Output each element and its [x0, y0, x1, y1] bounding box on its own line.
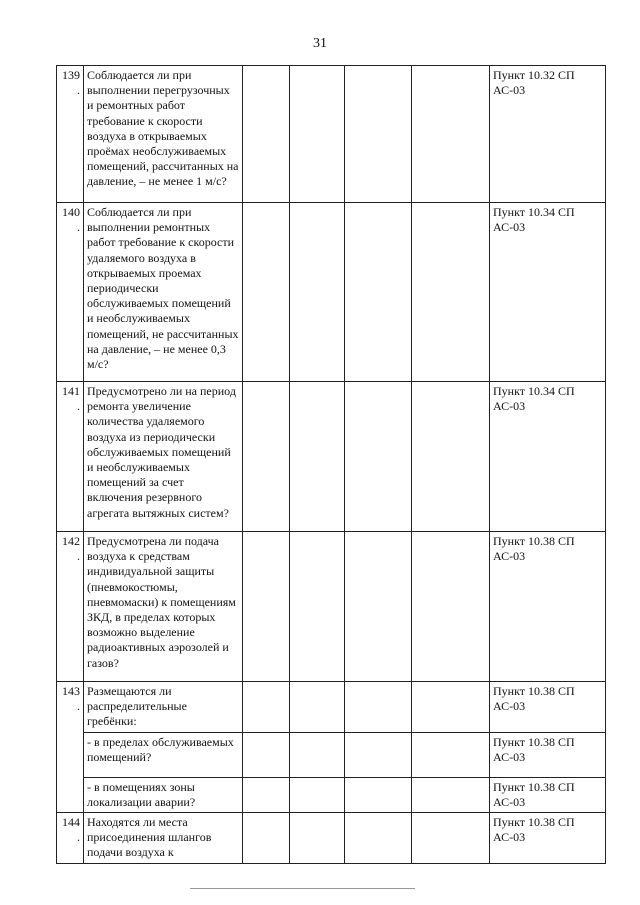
blank-cell — [290, 203, 345, 382]
blank-cell — [345, 203, 412, 382]
blank-cell — [290, 66, 345, 203]
blank-cell — [345, 777, 412, 812]
row-number: 144. — [57, 813, 84, 864]
row-number: 143. — [57, 682, 84, 813]
reference-text: Пункт 10.34 СП АС-03 — [490, 203, 606, 382]
table-row — [57, 532, 606, 682]
blank-cell — [243, 532, 290, 682]
blank-cell — [243, 203, 290, 382]
question-text: Предусмотрено ли на период ремонта увеличение количества удаляемого воздуха из периодически обслуживаемых помещений и необслуживаемых помещений за счет включения резервного агрегата вытяжных систем? — [84, 382, 243, 532]
question-text: Соблюдается ли при выполнении перегрузочных и ремонтных работ требование к скорости воздуха в открываемых проёмах необслуживаемых помещений, рассчитанных на давление, – не менее 1 м/с? — [84, 66, 243, 203]
table-row — [57, 813, 606, 864]
row-number: 140. — [57, 203, 84, 382]
checklist-table — [56, 65, 606, 864]
blank-cell — [290, 682, 345, 733]
blank-cell — [412, 777, 490, 812]
blank-cell — [412, 732, 490, 777]
table-row — [57, 382, 606, 532]
question-text: Предусмотрена ли подача воздуха к средствам индивидуальной защиты (пневмокостюмы, пневмомаски) к помещениям ЗКД, в пределах которых возможно выделение радиоактивных аэрозолей и газов? — [84, 532, 243, 682]
row-number: 139. — [57, 66, 84, 203]
blank-cell — [290, 813, 345, 864]
blank-cell — [412, 813, 490, 864]
blank-cell — [345, 382, 412, 532]
question-text: - в помещениях зоны локализации аварии? — [84, 777, 243, 812]
table-row — [57, 732, 606, 777]
reference-text: Пункт 10.38 СП АС-03 — [490, 532, 606, 682]
blank-cell — [345, 682, 412, 733]
blank-cell — [243, 813, 290, 864]
blank-cell — [345, 732, 412, 777]
footer-divider — [190, 888, 415, 889]
blank-cell — [243, 66, 290, 203]
blank-cell — [345, 813, 412, 864]
page-number: 31 — [313, 36, 327, 51]
blank-cell — [290, 532, 345, 682]
blank-cell — [243, 682, 290, 733]
blank-cell — [412, 682, 490, 733]
question-text: Находятся ли места присоединения шлангов подачи воздуха к — [84, 813, 243, 864]
table-row — [57, 203, 606, 382]
question-text: - в пределах обслуживаемых помещений? — [84, 732, 243, 777]
blank-cell — [243, 732, 290, 777]
reference-text: Пункт 10.38 СП АС-03 — [490, 732, 606, 777]
table-row — [57, 682, 606, 733]
blank-cell — [290, 382, 345, 532]
question-text: Соблюдается ли при выполнении ремонтных работ требование к скорости удаляемого воздуха в открываемых проемах периодически обслуживаемых помещений и необслуживаемых помещений, не рассчитанных на давление, – не менее 0,3 м/с? — [84, 203, 243, 382]
blank-cell — [345, 532, 412, 682]
blank-cell — [412, 532, 490, 682]
reference-text: Пункт 10.32 СП АС-03 — [490, 66, 606, 203]
blank-cell — [290, 732, 345, 777]
blank-cell — [290, 777, 345, 812]
blank-cell — [243, 777, 290, 812]
blank-cell — [345, 66, 412, 203]
row-number: 142. — [57, 532, 84, 682]
question-text: Размещаются ли распределительные гребёнки: — [84, 682, 243, 733]
reference-text: Пункт 10.38 СП АС-03 — [490, 777, 606, 812]
table-row — [57, 777, 606, 812]
reference-text: Пункт 10.38 СП АС-03 — [490, 813, 606, 864]
blank-cell — [412, 66, 490, 203]
reference-text: Пункт 10.38 СП АС-03 — [490, 682, 606, 733]
table-row — [57, 66, 606, 203]
row-number: 141. — [57, 382, 84, 532]
blank-cell — [412, 382, 490, 532]
blank-cell — [412, 203, 490, 382]
blank-cell — [243, 382, 290, 532]
reference-text: Пункт 10.34 СП АС-03 — [490, 382, 606, 532]
